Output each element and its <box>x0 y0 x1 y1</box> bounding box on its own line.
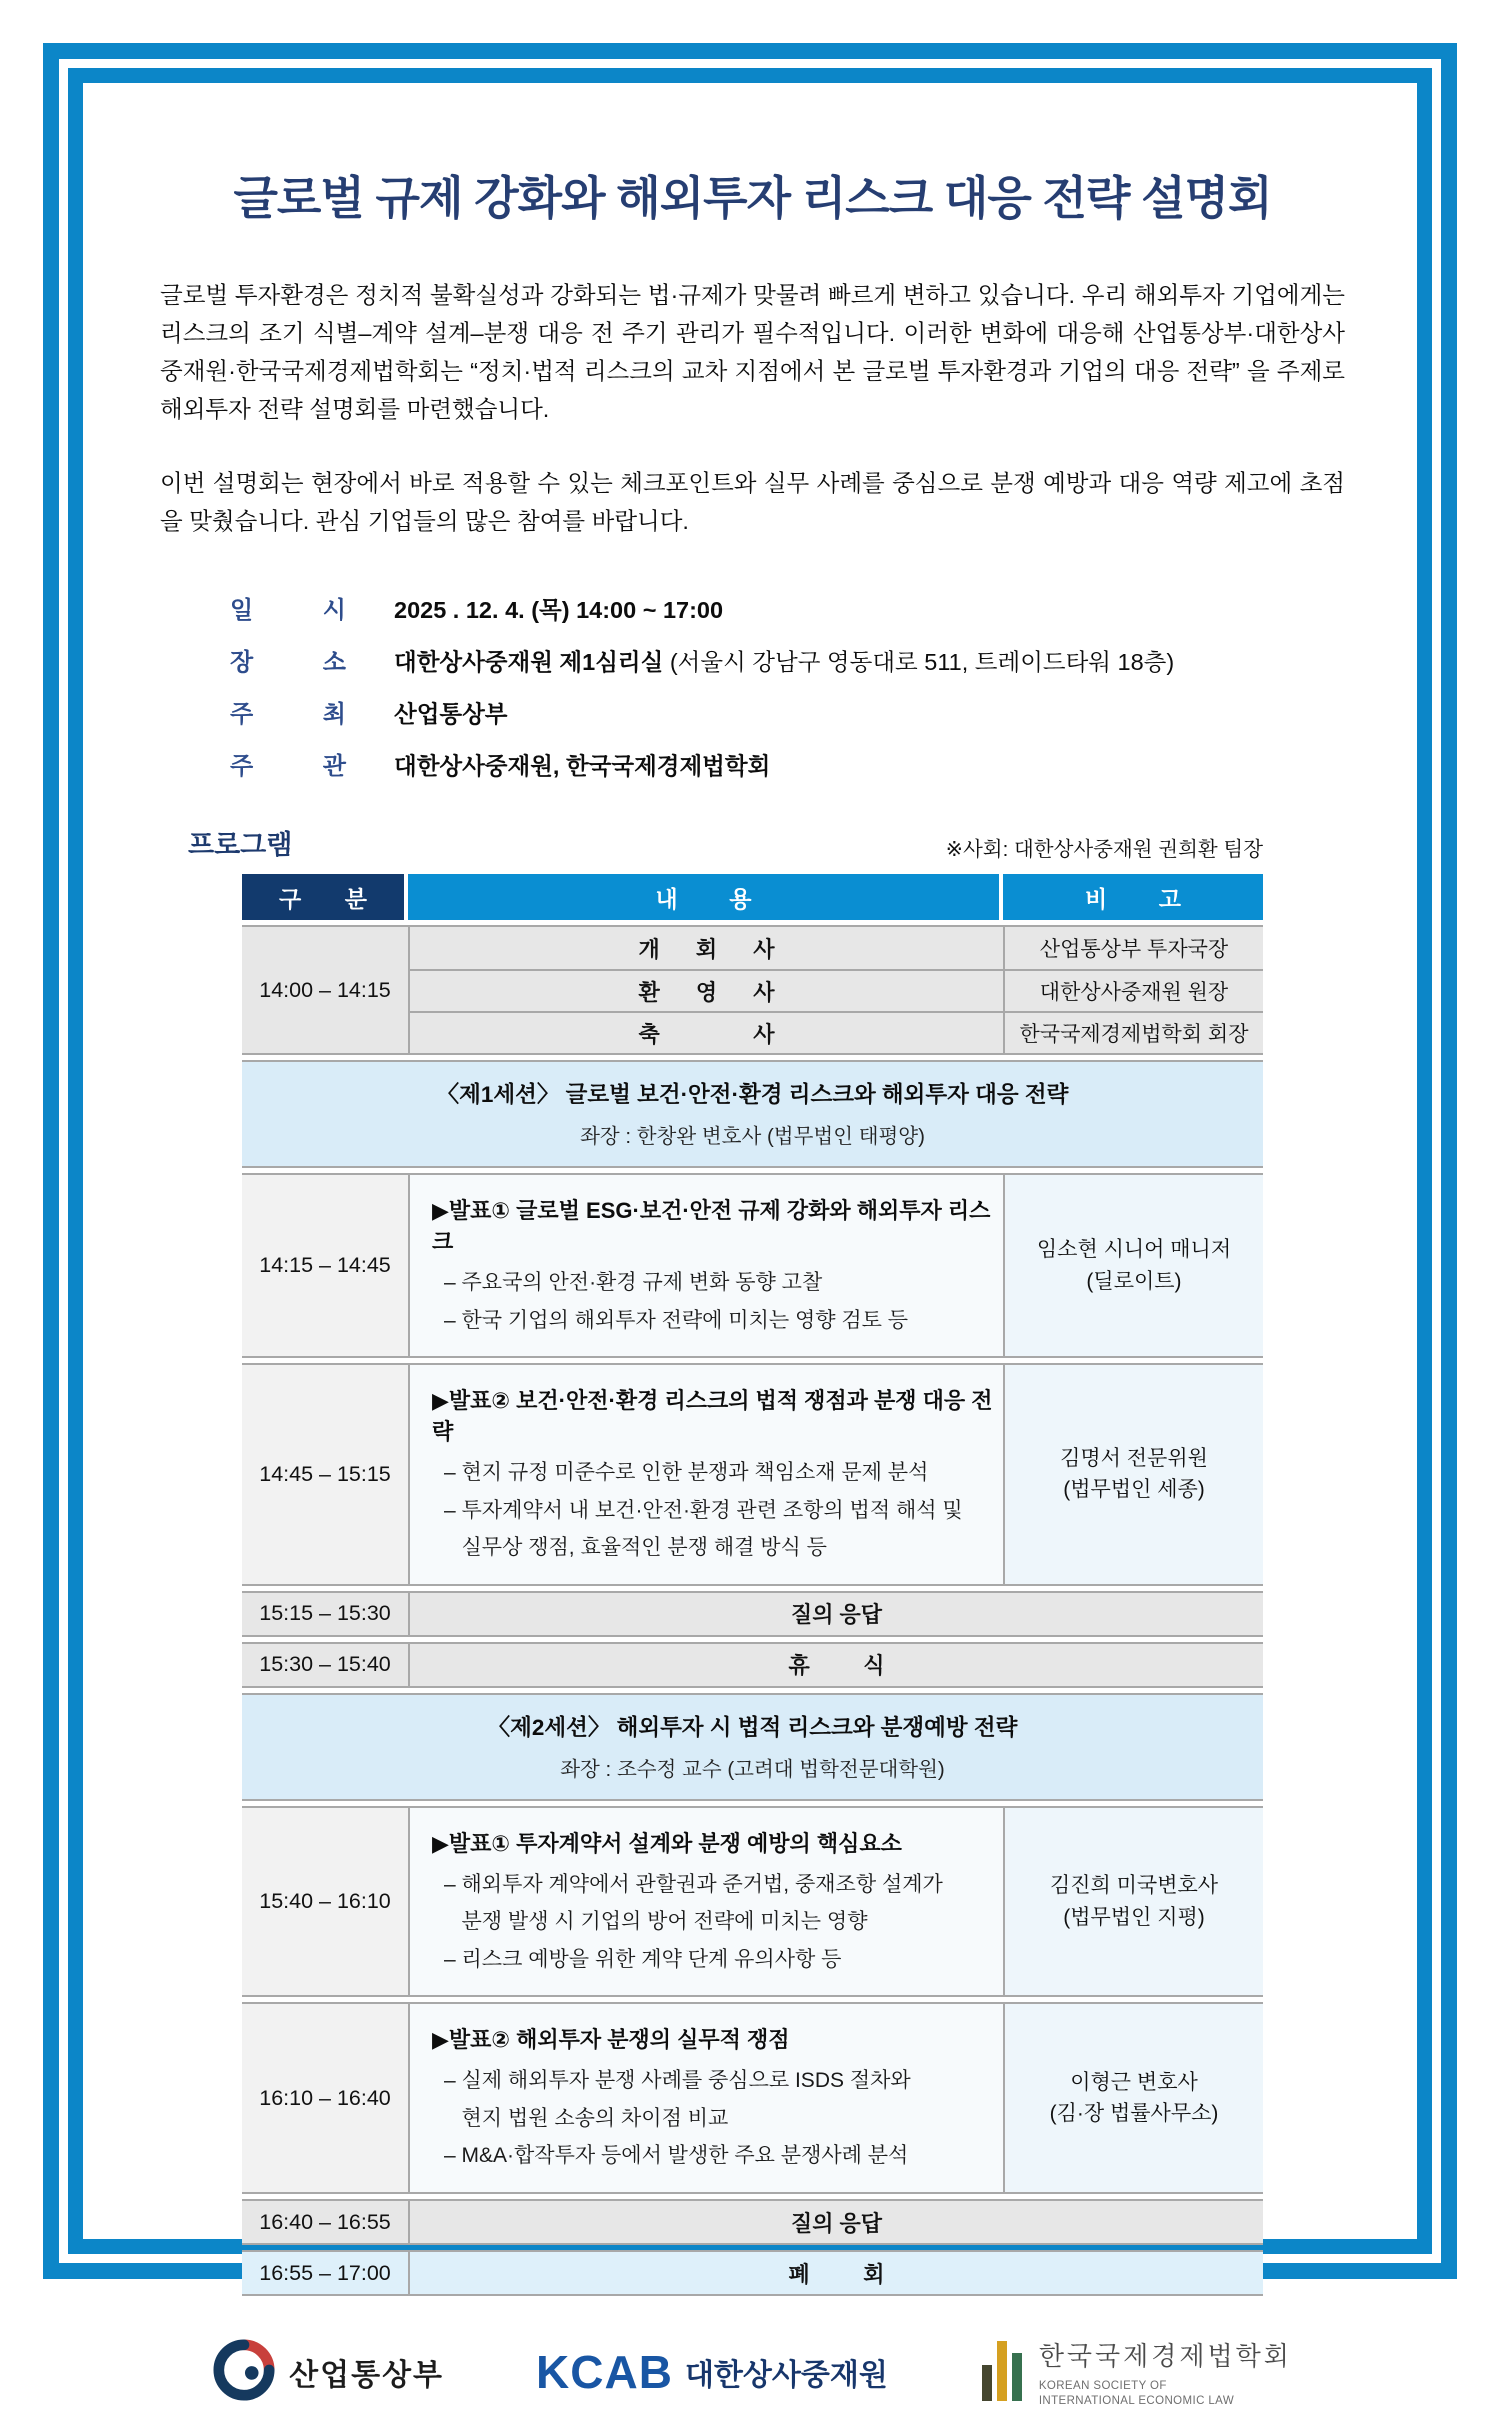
presentation-speaker: 김명서 전문위원 <box>1060 1446 1208 1470</box>
organizer-logos <box>160 2336 1345 2409</box>
table-row-qa-1 <box>242 1591 1263 1637</box>
presentation-title: ▶발표② 해외투자 분쟁의 실무적 쟁점 <box>432 2027 790 2053</box>
presentation-speaker: 김진희 미국변호사 <box>1049 1874 1219 1898</box>
header-cell-content: 내 용 <box>408 874 999 920</box>
presentation-bullet: – 주요국의 안전·환경 규제 변화 동향 고찰 <box>444 1271 823 1294</box>
opening-item-label: 환 영 사 <box>638 979 775 1005</box>
table-row-presentation-2 <box>242 1363 1263 1586</box>
presentation-time: 16:10 – 16:40 <box>242 2004 408 2192</box>
venue-value <box>394 643 1174 677</box>
presentation-title: ▶발표② 보건·안전·환경 리스크의 법적 쟁점과 분쟁 대응 전략 <box>432 1388 993 1445</box>
table-row-presentation-3 <box>242 1806 1263 1998</box>
info-row-host <box>230 694 1345 729</box>
closing-label: 폐 회 <box>788 2261 885 2287</box>
opening-items <box>408 927 1263 1053</box>
ksiel-korean-name: 한국국제경제법학회 <box>1038 2341 1292 2372</box>
presentation-time: 14:15 – 14:45 <box>242 1175 408 1356</box>
kcab-name: 대한상사중재원 <box>684 2359 888 2393</box>
info-row-venue <box>230 642 1345 677</box>
host-label: 주 최 <box>230 701 346 728</box>
opening-item-note: 대한상사중재원 원장 <box>1003 971 1263 1011</box>
presentation-speaker: 임소현 시니어 매니저 <box>1036 1238 1232 1262</box>
moderator-note: ※사회: 대한상사중재원 권희환 팀장 <box>945 838 1263 861</box>
section1-chair: 좌장 : 한창완 변호사 (법무법인 태평양) <box>580 1125 925 1148</box>
motie-logo <box>213 2339 444 2406</box>
info-row-datetime <box>230 590 1345 625</box>
qa-label: 질의 응답 <box>408 2201 1263 2243</box>
table-row-presentation-1 <box>242 1173 1263 1358</box>
presentation-bullet: – 리스크 예방을 위한 계약 단계 유의사항 등 <box>444 1947 842 1971</box>
program-header-row <box>188 823 1263 862</box>
program-heading: 프로그램 <box>188 830 293 860</box>
presentation-affiliation: (법무법인 세종) <box>1063 1478 1205 1502</box>
presentation-bullet: – 해외투자 계약에서 관할권과 준거법, 중재조항 설계가 <box>444 1872 943 1896</box>
qa-time: 15:15 – 15:30 <box>242 1593 408 1635</box>
table-row-qa-2 <box>242 2199 1263 2245</box>
table-row-section1 <box>242 1060 1263 1168</box>
opening-item-ceremony <box>408 927 1263 969</box>
presentation-bullet: – 실제 해외투자 분쟁 사례를 중심으로 ISDS 절차와 <box>444 2069 911 2093</box>
presentation-bullet: – 한국 기업의 해외투자 전략에 미치는 영향 검토 등 <box>444 1308 909 1332</box>
presentation-title: ▶발표① 글로벌 ESG·보건·안전 규제 강화와 해외투자 리스크 <box>432 1198 991 1254</box>
table-row-presentation-4 <box>242 2002 1263 2194</box>
opening-item-label: 개 회 사 <box>638 936 775 962</box>
organizer-label: 주 관 <box>230 753 346 780</box>
opening-item-label: 축 사 <box>638 1021 775 1047</box>
table-header-row <box>242 874 1263 920</box>
ksiel-logo <box>980 2336 1292 2409</box>
table-row-break <box>242 1642 1263 1688</box>
ksiel-english-line1: KOREAN SOCIETY OF <box>1038 2380 1167 2393</box>
presentation-bullet: – 투자계약서 내 보건·안전·환경 관련 조항의 법적 해석 및 <box>444 1498 963 1522</box>
break-label: 휴 식 <box>788 1653 885 1679</box>
ksiel-english-line2: INTERNATIONAL ECONOMIC LAW <box>1038 2394 1235 2407</box>
presentation-title: ▶발표① 투자계약서 설계와 분쟁 예방의 핵심요소 <box>432 1830 902 1856</box>
presentation-time: 14:45 – 15:15 <box>242 1365 408 1584</box>
program-table <box>242 874 1263 2296</box>
presentation-affiliation: (딜로이트) <box>1086 1269 1182 1293</box>
datetime-value: 2025 . 12. 4. (목) 14:00 ~ 17:00 <box>394 597 724 623</box>
venue-label: 장 소 <box>230 649 346 676</box>
qa-label: 질의 응답 <box>408 1593 1263 1635</box>
venue-name: 대한상사중재원 제1심리실 <box>394 649 664 675</box>
section2-chair: 좌장 : 조수정 교수 (고려대 법학전문대학원) <box>560 1757 945 1781</box>
presentation-bullet: 실무상 쟁점, 효율적인 분쟁 해결 방식 등 <box>444 1536 827 1560</box>
presentation-bullet: 분쟁 발생 시 기업의 방어 전략에 미치는 영향 <box>444 1910 868 1934</box>
table-row-section2 <box>242 1693 1263 1801</box>
motie-name: 산업통상부 <box>289 2359 445 2393</box>
qa-time: 16:40 – 16:55 <box>242 2201 408 2243</box>
table-row-closing <box>242 2250 1263 2296</box>
presentation-affiliation: (김·장 법률사무소) <box>1049 2102 1219 2126</box>
motie-symbol-icon <box>213 2339 275 2406</box>
page-title: 글로벌 규제 강화와 해외투자 리스크 대응 전략 설명회 <box>233 172 1272 224</box>
ksiel-bars-icon <box>980 2339 1026 2406</box>
opening-item-note: 한국국제경제법학회 회장 <box>1003 1013 1263 1053</box>
presentation-bullet: – 현지 규정 미준수로 인한 분쟁과 책임소재 문제 분석 <box>444 1461 929 1485</box>
kcab-logo <box>536 2345 888 2399</box>
datetime-label: 일 시 <box>230 597 346 624</box>
break-time: 15:30 – 15:40 <box>242 1644 408 1686</box>
flyer-content <box>160 140 1345 2409</box>
section2-title: 〈제2세션〉 해외투자 시 법적 리스크와 분쟁예방 전략 <box>487 1714 1018 1740</box>
presentation-bullet: – M&A·합작투자 등에서 발생한 주요 분쟁사례 분석 <box>444 2144 909 2168</box>
intro-paragraph-1: 글로벌 투자환경은 정치적 불확실성과 강화되는 법·규제가 맞물려 빠르게 변하고 있습니다. 우리 해외투자 기업에게는 리스크의 조기 식별–계약 설계–분쟁 대응 전 주기 관리가 필수적입니다. 이러한 변화에 대응해 산업통상부·대한상사중재원·한국국제경제법학회는 “정치·법적 리스크의 교차 지점에서 본 글로벌 투자환경과 기업의 대응 전략” 을 주제로 해외투자 전략 설명회를 마련했습니다. <box>160 282 1345 422</box>
intro-paragraph-2: 이번 설명회는 현장에서 바로 적용할 수 있는 체크포인트와 실무 사례를 중심으로 분쟁 예방과 대응 역량 제고에 초점을 맞췄습니다. 관심 기업들의 많은 참여를 바랍니다. <box>160 470 1345 534</box>
header-cell-category: 구 분 <box>242 874 404 920</box>
info-row-organizer <box>230 746 1345 781</box>
opening-item-welcome <box>408 969 1263 1011</box>
header-cell-note: 비 고 <box>1003 874 1263 920</box>
host-value: 산업통상부 <box>394 701 508 727</box>
event-info-list <box>230 590 1345 781</box>
opening-item-note: 산업통상부 투자국장 <box>1003 927 1263 969</box>
closing-time: 16:55 – 17:00 <box>242 2252 408 2294</box>
organizer-value: 대한상사중재원, 한국국제경제법학회 <box>394 753 771 779</box>
presentation-bullet: 현지 법원 소송의 차이점 비교 <box>444 2106 729 2130</box>
opening-time: 14:00 – 14:15 <box>242 927 408 1053</box>
kcab-acronym: KCAB <box>536 2346 673 2399</box>
presentation-speaker: 이형근 변호사 <box>1070 2070 1198 2094</box>
presentation-affiliation: (법무법인 지평) <box>1063 1905 1205 1929</box>
presentation-time: 15:40 – 16:10 <box>242 1808 408 1996</box>
opening-item-congrats <box>408 1011 1263 1053</box>
venue-address: (서울시 강남구 영동대로 511, 트레이드타워 18층) <box>663 649 1175 675</box>
section1-title: 〈제1세션〉 글로벌 보건·안전·환경 리스크와 해외투자 대응 전략 <box>436 1082 1069 1107</box>
table-row-opening-group <box>242 925 1263 1055</box>
